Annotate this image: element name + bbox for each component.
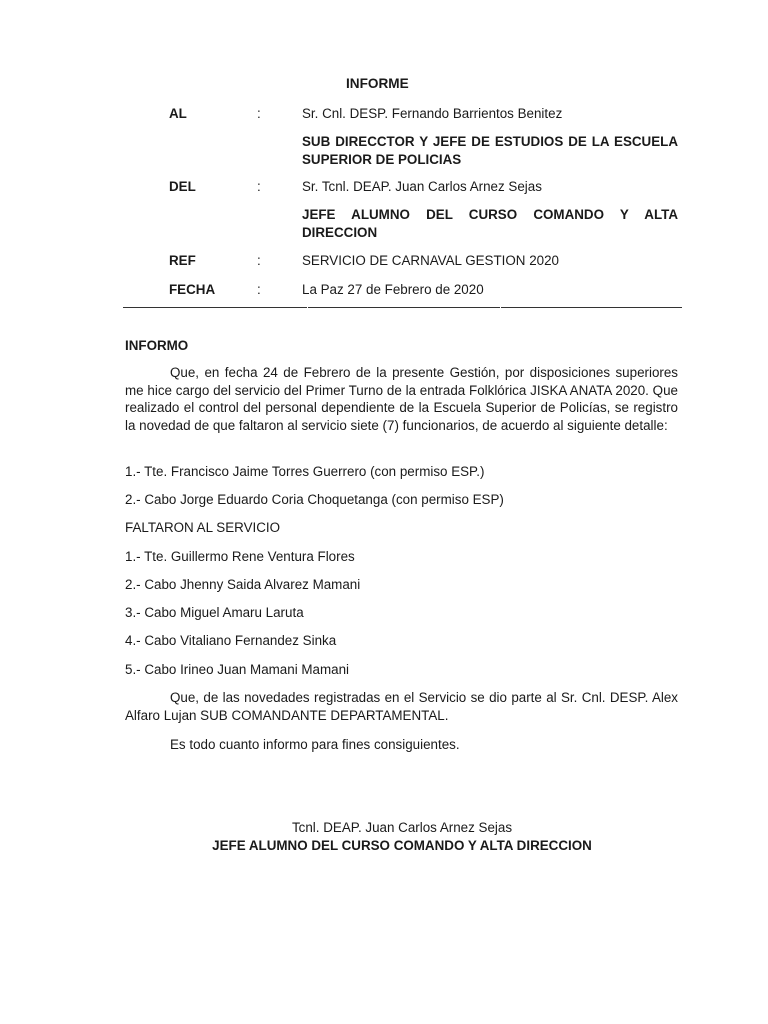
ref-value: SERVICIO DE CARNAVAL GESTION 2020 [302,253,559,268]
paragraph-3: Es todo cuanto informo para fines consiguientes. [170,737,460,752]
list-item: 1.- Tte. Francisco Jaime Torres Guerrero (con permiso ESP.) [125,464,485,479]
colon: : [257,179,261,194]
del-label: DEL [169,179,196,194]
header-divider [308,307,500,308]
list-item: 2.- Cabo Jhenny Saida Alvarez Mamani [125,577,361,592]
signature-name: Tcnl. DEAP. Juan Carlos Arnez Sejas [291,820,513,835]
fecha-value: La Paz 27 de Febrero de 2020 [302,282,484,297]
paragraph-2: Que, de las novedades registradas en el Servicio se dio parte al Sr. Cnl. DESP. Alex Alfaro Lujan SUB COMANDANTE DEPARTAMENTAL. [125,690,678,723]
signature-role: JEFE ALUMNO DEL CURSO COMANDO Y ALTA DIRECCION [212,838,592,853]
informo-heading: INFORMO [125,338,189,353]
list-item: 3.- Cabo Miguel Amaru Laruta [125,605,304,620]
document-title: INFORME [346,76,409,91]
paragraph-1: Que, en fecha 24 de Febrero de la presente Gestión, por disposiciones superiores me hice cargo del servicio del Primer Turno de la entrada Folklórica JISKA ANATA 2020. Que realizado el control del personal dependiente de la Escuela Superior de Policías, se registro la novedad de que faltaron al servicio siete (7) funcionarios, de acuerdo al siguiente detalle: [125,365,678,433]
colon: : [257,253,261,268]
ref-label: REF [169,253,196,268]
list-item: 2.- Cabo Jorge Eduardo Coria Choquetanga (con permiso ESP) [125,492,504,507]
al-label: AL [169,106,187,121]
del-value: Sr. Tcnl. DEAP. Juan Carlos Arnez Sejas [302,179,542,194]
colon: : [257,282,261,297]
faltaron-heading: FALTARON AL SERVICIO [125,520,281,535]
list-item: 1.- Tte. Guillermo Rene Ventura Flores [125,549,355,564]
list-item: 5.- Cabo Irineo Juan Mamani Mamani [125,662,350,677]
list-item: 4.- Cabo Vitaliano Fernandez Sinka [125,633,337,648]
fecha-label: FECHA [169,282,216,297]
del-role: JEFE ALUMNO DEL CURSO COMANDO Y ALTA DIRECCION [302,207,678,240]
header-divider [123,307,307,308]
al-value: Sr. Cnl. DESP. Fernando Barrientos Benitez [302,106,563,121]
al-role: SUB DIRECCTOR Y JEFE DE ESTUDIOS DE LA ESCUELA SUPERIOR DE POLICIAS [302,134,678,167]
colon: : [257,106,261,121]
header-divider [501,307,682,308]
